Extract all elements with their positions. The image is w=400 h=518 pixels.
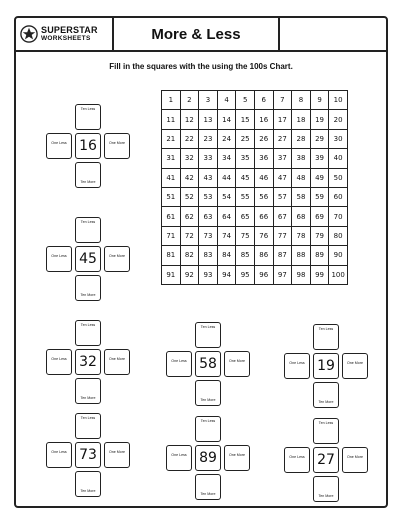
chart-cell: 2: [180, 91, 199, 110]
chart-cell: 8: [292, 91, 311, 110]
chart-row: [162, 168, 348, 187]
center-number: 89: [195, 445, 221, 471]
chart-cell: 78: [292, 226, 311, 245]
chart-cell: 75: [236, 226, 255, 245]
chart-cell: 70: [329, 207, 348, 226]
chart-row: [162, 265, 348, 284]
one-less-box-label: One Less: [289, 361, 305, 365]
one-more-box[interactable]: [224, 351, 250, 377]
chart-cell: 4: [217, 91, 236, 110]
chart-cell: 59: [310, 187, 329, 206]
ten-more-box-label: Ten More: [200, 398, 216, 402]
chart-cell: 50: [329, 168, 348, 187]
chart-cell: 72: [180, 226, 199, 245]
chart-cell: 35: [236, 149, 255, 168]
one-less-box-label: One Less: [51, 254, 67, 258]
one-less-box[interactable]: [166, 445, 192, 471]
worksheet: [14, 16, 388, 508]
chart-cell: 97: [273, 265, 292, 284]
chart-cell: 19: [310, 110, 329, 129]
one-more-box[interactable]: [224, 445, 250, 471]
ten-less-box-label: Ten Less: [200, 325, 216, 329]
one-more-box-label: One More: [229, 359, 245, 363]
chart-cell: 87: [273, 246, 292, 265]
chart-cell: 27: [273, 129, 292, 148]
ten-less-box-label: Ten Less: [200, 419, 216, 423]
one-less-box[interactable]: [46, 246, 72, 272]
ten-less-box-label: Ten Less: [80, 323, 96, 327]
one-less-box-label: One Less: [51, 357, 67, 361]
ten-less-box[interactable]: [75, 104, 101, 130]
one-more-box[interactable]: [104, 349, 130, 375]
ten-less-box-label: Ten Less: [80, 220, 96, 224]
logo-line2: WORKSHEETS: [41, 34, 91, 42]
logo-line1: SUPERSTAR: [41, 24, 98, 35]
more-less-puzzle: [166, 416, 250, 500]
center-number: 16: [75, 133, 101, 159]
chart-row: [162, 187, 348, 206]
one-more-box-label: One More: [109, 141, 125, 145]
chart-cell: 91: [162, 265, 181, 284]
chart-cell: 22: [180, 129, 199, 148]
chart-cell: 23: [199, 129, 218, 148]
chart-row: [162, 207, 348, 226]
page-title: More & Less: [114, 18, 280, 50]
one-more-box[interactable]: [104, 133, 130, 159]
chart-cell: 96: [254, 265, 273, 284]
one-more-box-label: One More: [229, 453, 245, 457]
chart-cell: 76: [254, 226, 273, 245]
chart-cell: 16: [254, 110, 273, 129]
chart-cell: 32: [180, 149, 199, 168]
ten-more-box[interactable]: [195, 380, 221, 406]
center-number: 27: [313, 447, 339, 473]
chart-cell: 67: [273, 207, 292, 226]
chart-cell: 81: [162, 246, 181, 265]
one-less-box-label: One Less: [51, 141, 67, 145]
one-less-box[interactable]: [46, 133, 72, 159]
one-more-box[interactable]: [342, 447, 368, 473]
chart-cell: 34: [217, 149, 236, 168]
chart-cell: 56: [254, 187, 273, 206]
ten-more-box-label: Ten More: [200, 492, 216, 496]
chart-cell: 66: [254, 207, 273, 226]
one-more-box-label: One More: [109, 450, 125, 454]
chart-cell: 57: [273, 187, 292, 206]
ten-less-box[interactable]: [75, 217, 101, 243]
chart-cell: 39: [310, 149, 329, 168]
more-less-puzzle: [46, 413, 130, 497]
one-less-box[interactable]: [166, 351, 192, 377]
ten-more-box-label: Ten More: [318, 400, 334, 404]
chart-cell: 11: [162, 110, 181, 129]
ten-less-box[interactable]: [75, 413, 101, 439]
chart-cell: 6: [254, 91, 273, 110]
name-box[interactable]: [280, 18, 386, 50]
chart-row: [162, 226, 348, 245]
chart-cell: 9: [310, 91, 329, 110]
chart-cell: 99: [310, 265, 329, 284]
chart-cell: 38: [292, 149, 311, 168]
chart-row: [162, 149, 348, 168]
one-less-box-label: One Less: [171, 453, 187, 457]
one-more-box-label: One More: [109, 357, 125, 361]
chart-cell: 61: [162, 207, 181, 226]
chart-row: [162, 110, 348, 129]
ten-more-box[interactable]: [313, 382, 339, 408]
chart-cell: 77: [273, 226, 292, 245]
chart-cell: 98: [292, 265, 311, 284]
more-less-puzzle: [284, 324, 368, 408]
chart-cell: 41: [162, 168, 181, 187]
ten-more-box-label: Ten More: [80, 293, 96, 297]
chart-cell: 100: [329, 265, 348, 284]
chart-cell: 94: [217, 265, 236, 284]
chart-cell: 64: [217, 207, 236, 226]
one-less-box-label: One Less: [289, 455, 305, 459]
chart-cell: 71: [162, 226, 181, 245]
center-number: 45: [75, 246, 101, 272]
ten-less-box[interactable]: [313, 324, 339, 350]
chart-cell: 25: [236, 129, 255, 148]
chart-cell: 74: [217, 226, 236, 245]
ten-more-box[interactable]: [75, 378, 101, 404]
chart-row: [162, 246, 348, 265]
chart-cell: 31: [162, 149, 181, 168]
one-less-box[interactable]: [284, 447, 310, 473]
one-more-box-label: One More: [347, 361, 363, 365]
chart-cell: 44: [217, 168, 236, 187]
chart-cell: 82: [180, 246, 199, 265]
chart-cell: 68: [292, 207, 311, 226]
chart-cell: 29: [310, 129, 329, 148]
ten-more-box-label: Ten More: [80, 489, 96, 493]
one-more-box[interactable]: [342, 353, 368, 379]
chart-cell: 52: [180, 187, 199, 206]
chart-cell: 36: [254, 149, 273, 168]
ten-more-box-label: Ten More: [80, 180, 96, 184]
ten-less-box[interactable]: [75, 320, 101, 346]
chart-cell: 53: [199, 187, 218, 206]
chart-cell: 55: [236, 187, 255, 206]
chart-cell: 89: [310, 246, 329, 265]
more-less-puzzle: [46, 104, 130, 188]
ten-more-box[interactable]: [75, 275, 101, 301]
chart-cell: 26: [254, 129, 273, 148]
ten-less-box-label: Ten Less: [80, 416, 96, 420]
ten-more-box[interactable]: [75, 471, 101, 497]
chart-cell: 90: [329, 246, 348, 265]
chart-cell: 3: [199, 91, 218, 110]
chart-cell: 95: [236, 265, 255, 284]
center-number: 58: [195, 351, 221, 377]
chart-cell: 69: [310, 207, 329, 226]
chart-cell: 20: [329, 110, 348, 129]
chart-cell: 62: [180, 207, 199, 226]
chart-cell: 28: [292, 129, 311, 148]
chart-cell: 21: [162, 129, 181, 148]
ten-more-box[interactable]: [195, 474, 221, 500]
ten-more-box[interactable]: [75, 162, 101, 188]
one-less-box[interactable]: [284, 353, 310, 379]
one-less-box-label: One Less: [171, 359, 187, 363]
chart-cell: 80: [329, 226, 348, 245]
chart-cell: 12: [180, 110, 199, 129]
chart-cell: 84: [217, 246, 236, 265]
chart-cell: 40: [329, 149, 348, 168]
chart-cell: 83: [199, 246, 218, 265]
ten-more-box-label: Ten More: [80, 396, 96, 400]
chart-cell: 42: [180, 168, 199, 187]
chart-cell: 93: [199, 265, 218, 284]
chart-cell: 1: [162, 91, 181, 110]
instruction-text: Fill in the squares with the using the 100s Chart.: [109, 62, 293, 71]
chart-cell: 18: [292, 110, 311, 129]
one-more-box-label: One More: [347, 455, 363, 459]
header: [16, 18, 386, 52]
chart-cell: 17: [273, 110, 292, 129]
one-less-box[interactable]: [46, 442, 72, 468]
chart-cell: 92: [180, 265, 199, 284]
one-less-box[interactable]: [46, 349, 72, 375]
center-number: 32: [75, 349, 101, 375]
chart-cell: 63: [199, 207, 218, 226]
chart-cell: 48: [292, 168, 311, 187]
chart-cell: 14: [217, 110, 236, 129]
chart-row: [162, 91, 348, 110]
chart-cell: 46: [254, 168, 273, 187]
ten-less-box[interactable]: [195, 322, 221, 348]
one-more-box-label: One More: [109, 254, 125, 258]
chart-cell: 86: [254, 246, 273, 265]
chart-cell: 43: [199, 168, 218, 187]
hundreds-chart: [161, 90, 348, 285]
chart-cell: 49: [310, 168, 329, 187]
chart-cell: 85: [236, 246, 255, 265]
one-more-box[interactable]: [104, 442, 130, 468]
chart-cell: 7: [273, 91, 292, 110]
chart-cell: 37: [273, 149, 292, 168]
chart-cell: 10: [329, 91, 348, 110]
chart-cell: 24: [217, 129, 236, 148]
more-less-puzzle: [166, 322, 250, 406]
chart-cell: 30: [329, 129, 348, 148]
more-less-puzzle: [46, 320, 130, 404]
chart-cell: 58: [292, 187, 311, 206]
chart-cell: 65: [236, 207, 255, 226]
one-more-box[interactable]: [104, 246, 130, 272]
chart-cell: 51: [162, 187, 181, 206]
one-less-box-label: One Less: [51, 450, 67, 454]
chart-cell: 15: [236, 110, 255, 129]
chart-cell: 79: [310, 226, 329, 245]
ten-less-box[interactable]: [195, 416, 221, 442]
chart-cell: 47: [273, 168, 292, 187]
ten-less-box-label: Ten Less: [318, 327, 334, 331]
more-less-puzzle: [284, 418, 368, 502]
chart-cell: 54: [217, 187, 236, 206]
logo: [16, 18, 114, 50]
ten-more-box[interactable]: [313, 476, 339, 502]
chart-cell: 13: [199, 110, 218, 129]
ten-less-box-label: Ten Less: [318, 421, 334, 425]
chart-cell: 60: [329, 187, 348, 206]
chart-cell: 33: [199, 149, 218, 168]
chart-cell: 45: [236, 168, 255, 187]
chart-cell: 5: [236, 91, 255, 110]
ten-less-box-label: Ten Less: [80, 107, 96, 111]
ten-less-box[interactable]: [313, 418, 339, 444]
chart-row: [162, 129, 348, 148]
center-number: 73: [75, 442, 101, 468]
more-less-puzzle: [46, 217, 130, 301]
ten-more-box-label: Ten More: [318, 494, 334, 498]
chart-cell: 73: [199, 226, 218, 245]
chart-cell: 88: [292, 246, 311, 265]
star-icon: [20, 25, 38, 43]
center-number: 19: [313, 353, 339, 379]
